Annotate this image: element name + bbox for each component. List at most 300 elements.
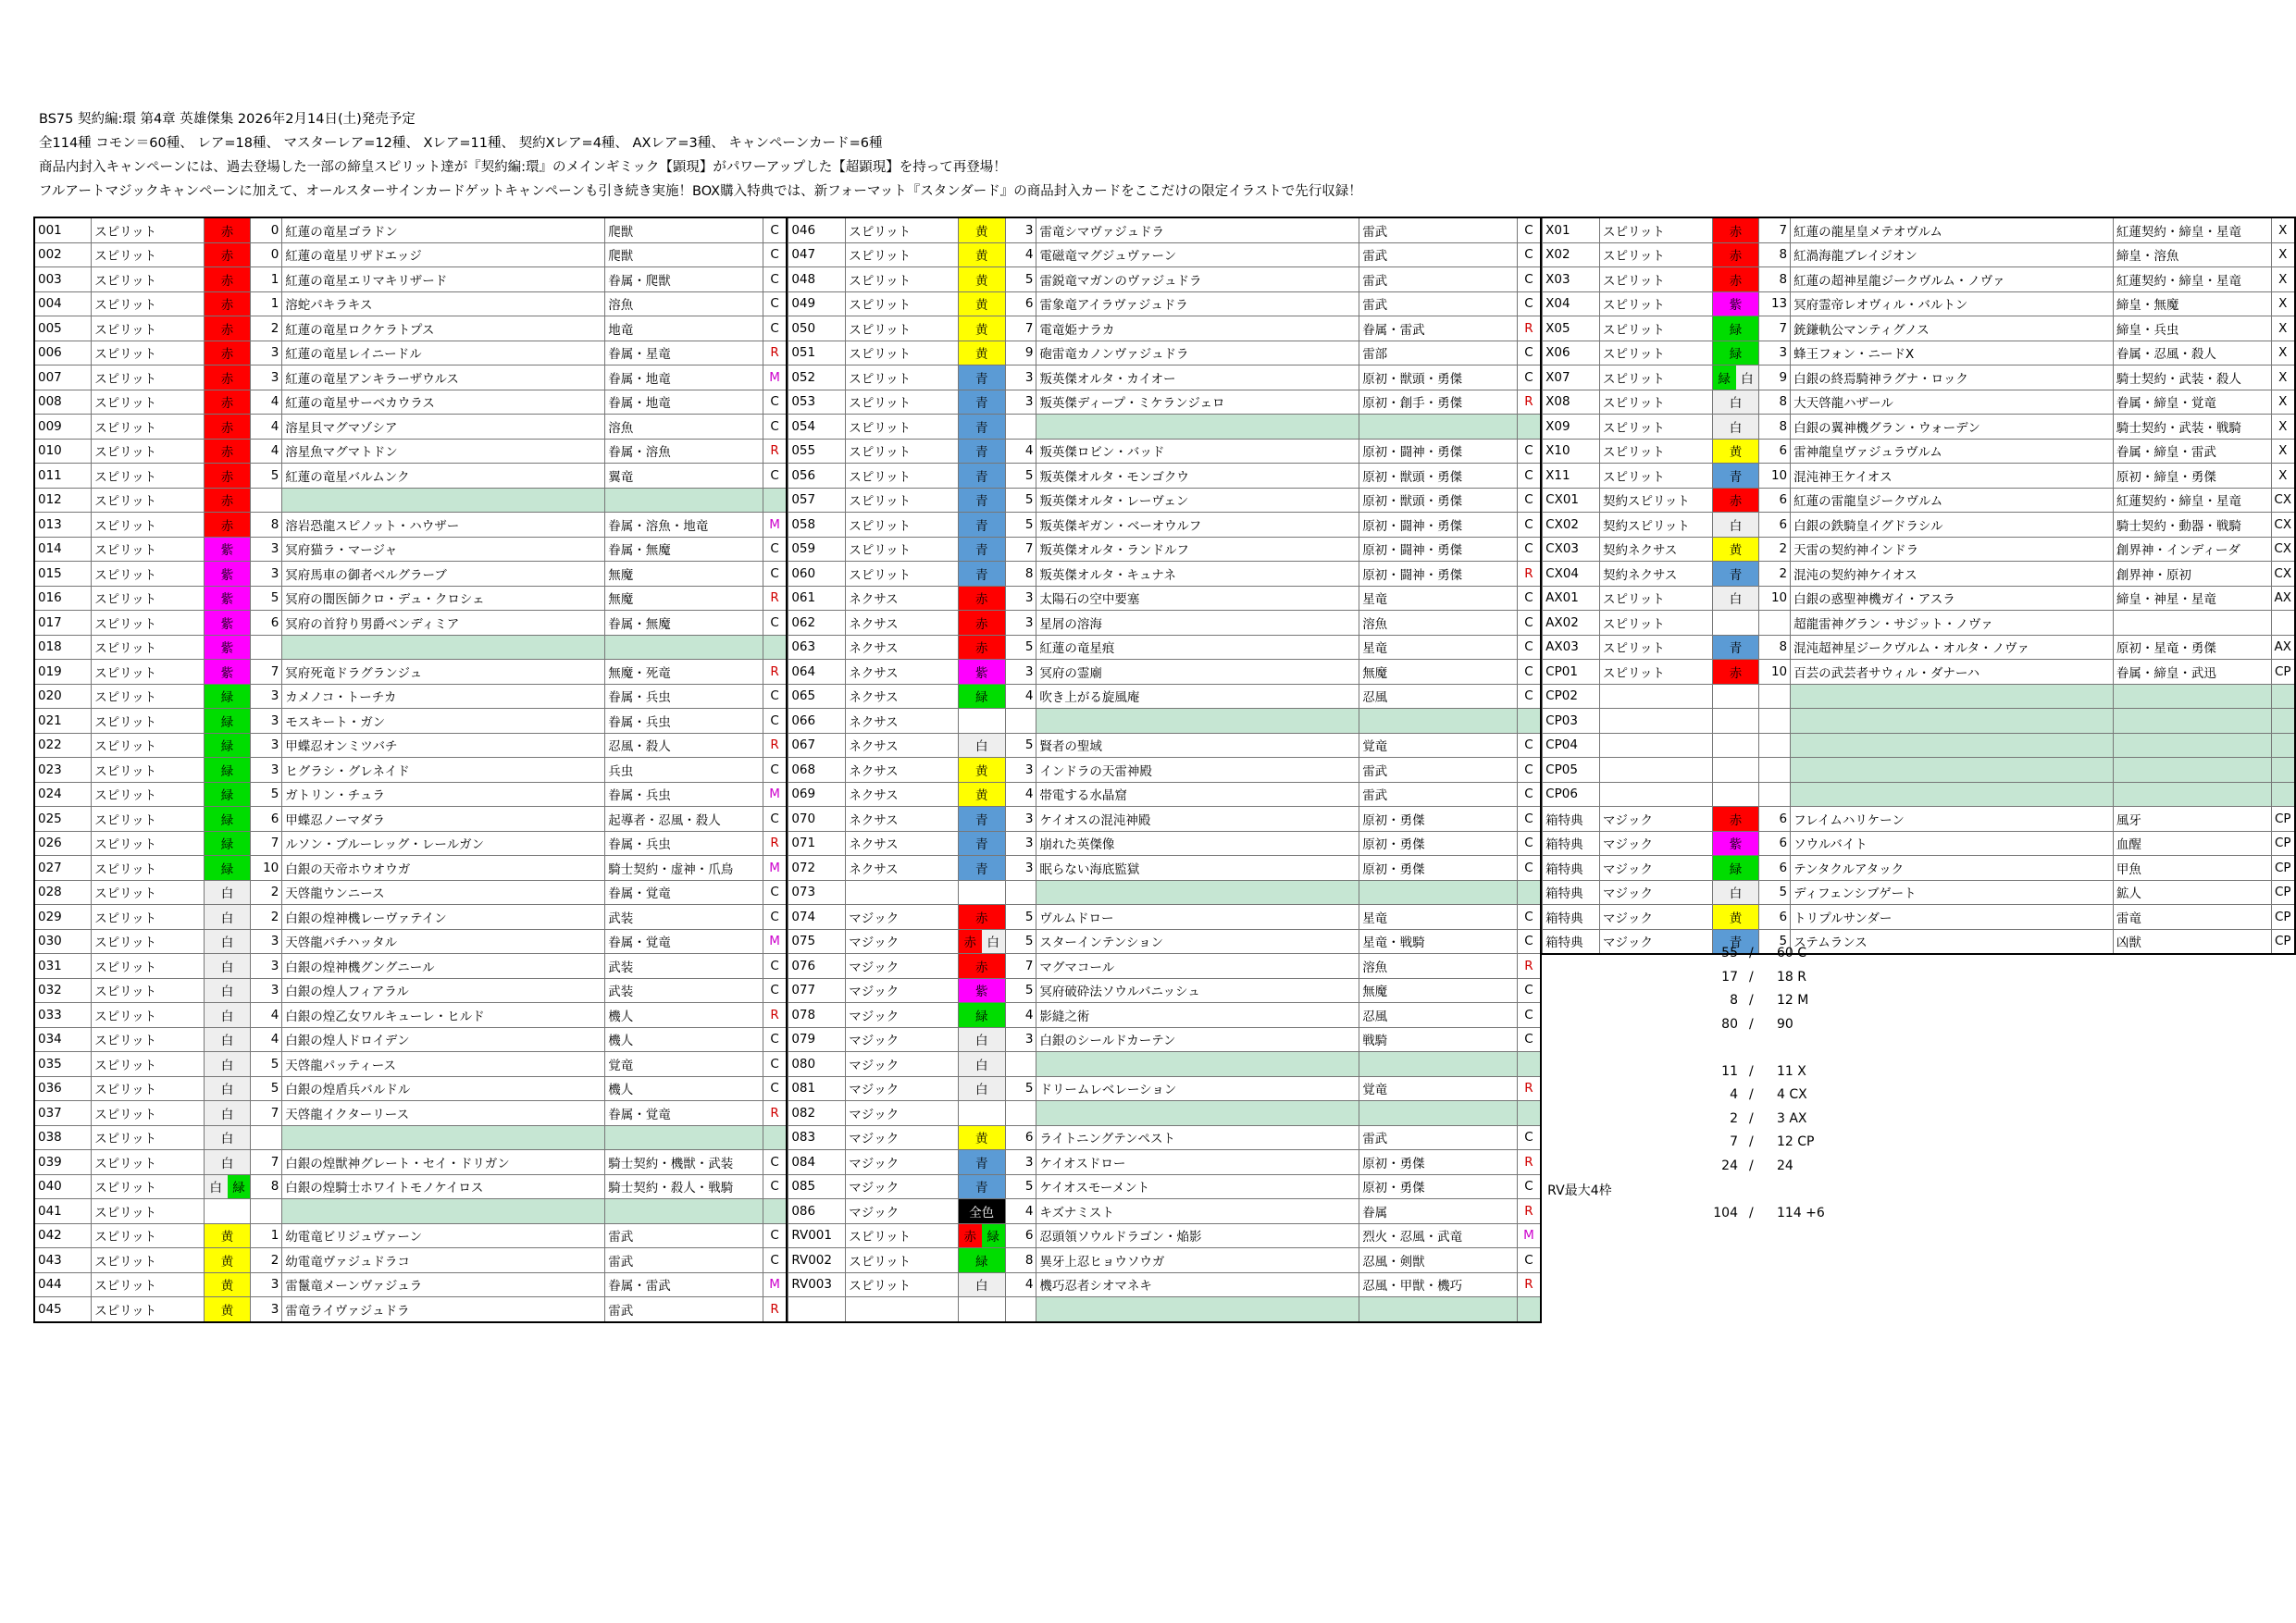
card-family: 機人	[605, 1076, 763, 1101]
card-number: 070	[788, 807, 846, 832]
card-row	[1543, 341, 2295, 365]
card-color	[1712, 365, 1759, 390]
card-number: 007	[34, 365, 92, 390]
card-row	[788, 537, 1541, 562]
card-number: 067	[788, 733, 846, 758]
card-family: 原初・闘神・勇傑	[1359, 439, 1518, 464]
card-number: 034	[34, 1027, 92, 1052]
card-family: 鉱人	[2113, 880, 2271, 905]
card-family: 眷属・無魔	[605, 611, 763, 636]
card-type: ネクサス	[846, 782, 959, 807]
card-number: AX03	[1543, 635, 1600, 660]
card-cost: 6	[1759, 439, 1791, 464]
card-rarity: C	[763, 905, 787, 930]
card-cost	[1005, 880, 1036, 905]
summary-row	[1694, 1040, 1879, 1062]
card-rarity	[2271, 709, 2295, 734]
card-number: 050	[788, 316, 846, 341]
card-type: ネクサス	[846, 611, 959, 636]
card-row	[788, 390, 1541, 415]
card-row	[788, 316, 1541, 341]
card-name: 超龍雷神グラン・サジット・ノヴァ	[1791, 611, 2114, 636]
summary-total: 24	[1777, 1158, 1793, 1173]
card-type: スピリット	[846, 513, 959, 538]
card-number: 084	[788, 1150, 846, 1175]
card-row	[788, 978, 1541, 1003]
card-row	[788, 513, 1541, 538]
card-cost: 9	[1005, 341, 1036, 365]
card-type: スピリット	[846, 439, 959, 464]
card-type: マジック	[846, 1199, 959, 1224]
card-rarity: M	[763, 513, 787, 538]
card-cost: 1	[251, 1223, 282, 1248]
card-cost: 3	[1759, 341, 1791, 365]
summary-row	[1694, 1182, 1879, 1204]
card-type: スピリット	[92, 684, 204, 709]
card-color: 白	[204, 1150, 251, 1175]
card-cost: 7	[251, 1150, 282, 1175]
card-row	[788, 586, 1541, 611]
summary-collected: 104	[1713, 1205, 1738, 1220]
card-row	[788, 929, 1541, 954]
card-row	[788, 488, 1541, 513]
card-cost: 7	[1759, 316, 1791, 341]
card-number: CX04	[1543, 562, 1600, 587]
card-family	[1359, 880, 1518, 905]
card-rarity: C	[1517, 464, 1541, 489]
card-rarity: C	[1517, 488, 1541, 513]
card-type: ネクサス	[846, 733, 959, 758]
card-color-primary: 白	[205, 1175, 228, 1199]
card-rarity	[1517, 880, 1541, 905]
card-type: スピリット	[846, 537, 959, 562]
card-cost: 5	[1759, 880, 1791, 905]
card-name: 叛英傑オルタ・カイオー	[1036, 365, 1359, 390]
card-rarity: C	[763, 390, 787, 415]
card-cost: 5	[1005, 978, 1036, 1003]
card-number: 073	[788, 880, 846, 905]
card-family: 眷属	[1359, 1199, 1518, 1224]
card-family: 忍風	[1359, 1003, 1518, 1028]
card-type: マジック	[846, 1101, 959, 1126]
card-row	[34, 684, 787, 709]
card-row	[1543, 217, 2295, 242]
card-name: ケイオスモーメント	[1036, 1174, 1359, 1199]
card-color: 青	[1712, 635, 1759, 660]
card-row	[788, 1003, 1541, 1028]
card-number: CP05	[1543, 758, 1600, 783]
card-number: X05	[1543, 316, 1600, 341]
card-row	[1543, 905, 2295, 930]
card-color: 青	[958, 390, 1005, 415]
card-name: 銃鎌軌公マンティグノス	[1791, 316, 2114, 341]
card-number: 箱特典	[1543, 856, 1600, 881]
card-family: 星竜	[1359, 905, 1518, 930]
card-name: 太陽石の空中要塞	[1036, 586, 1359, 611]
card-family	[605, 488, 763, 513]
card-cost: 3	[251, 341, 282, 365]
summary-slash: /	[1749, 1063, 1754, 1079]
card-family: 無魔	[605, 586, 763, 611]
card-cost: 4	[1005, 1199, 1036, 1224]
card-family: 騎士契約・動器・戦騎	[2113, 513, 2271, 538]
card-family: 雷武	[1359, 242, 1518, 267]
card-cost: 8	[1759, 390, 1791, 415]
card-rarity: CP	[2271, 880, 2295, 905]
card-name: 白銀の煌獣神グレート・セイ・ドリガン	[282, 1150, 605, 1175]
card-type: スピリット	[92, 807, 204, 832]
card-row	[1543, 242, 2295, 267]
summary-collected: 24	[1721, 1158, 1738, 1173]
card-color: 赤	[204, 513, 251, 538]
card-rarity	[763, 635, 787, 660]
card-color: 緑	[204, 758, 251, 783]
card-name: 白銀の天帝ホウオウガ	[282, 856, 605, 881]
card-cost: 4	[251, 415, 282, 440]
card-name: 異牙上忍ヒョウソウガ	[1036, 1248, 1359, 1273]
card-cost: 0	[251, 242, 282, 267]
card-name	[1791, 684, 2114, 709]
card-color: 白	[204, 1101, 251, 1126]
card-name: 冥府霊帝レオヴィル・バルトン	[1791, 291, 2114, 316]
card-rarity: C	[1517, 217, 1541, 242]
card-color	[1712, 611, 1759, 636]
card-family	[1359, 709, 1518, 734]
card-number: 059	[788, 537, 846, 562]
card-cost: 3	[1005, 807, 1036, 832]
card-type: スピリット	[92, 242, 204, 267]
card-cost: 4	[1005, 1003, 1036, 1028]
card-family: 紅蓮契約・締皇・星竜	[2113, 488, 2271, 513]
card-rarity	[1517, 415, 1541, 440]
card-family: 騎士契約・虚神・爪鳥	[605, 856, 763, 881]
card-name: 冥府馬車の御者ベルグラーブ	[282, 562, 605, 587]
card-color: 黄	[958, 316, 1005, 341]
card-type: マジック	[846, 1027, 959, 1052]
card-family: 騎士契約・機獣・武装	[605, 1150, 763, 1175]
card-type: 契約スピリット	[1599, 513, 1712, 538]
card-color: 紫	[204, 562, 251, 587]
card-name: 冥府の霊廟	[1036, 660, 1359, 685]
card-number: 箱特典	[1543, 929, 1600, 954]
card-family: 原初・獣頭・勇傑	[1359, 464, 1518, 489]
card-table-1	[33, 217, 788, 1323]
card-number: 021	[34, 709, 92, 734]
card-rarity: R	[763, 831, 787, 856]
card-type: スピリット	[92, 880, 204, 905]
card-family: 雷武	[1359, 758, 1518, 783]
card-color-secondary: 白	[1736, 365, 1759, 390]
card-rarity: C	[763, 954, 787, 979]
card-color-primary: 赤	[959, 1224, 982, 1248]
card-family	[1359, 1297, 1518, 1322]
card-row	[34, 242, 787, 267]
card-color: 緑	[1712, 341, 1759, 365]
card-rarity: R	[763, 586, 787, 611]
card-rarity: CP	[2271, 929, 2295, 954]
summary-collected: 80	[1721, 1016, 1738, 1032]
card-name: 星屑の溶海	[1036, 611, 1359, 636]
card-color: 白	[204, 1003, 251, 1028]
card-color: 白	[204, 978, 251, 1003]
card-family: 原初・星竜・勇傑	[2113, 635, 2271, 660]
card-color: 白	[1712, 880, 1759, 905]
card-number: 014	[34, 537, 92, 562]
card-cost: 3	[1005, 217, 1036, 242]
card-name: 白銀の煌騎士ホワイトモノケイロス	[282, 1174, 605, 1199]
card-rarity: R	[763, 1297, 787, 1322]
card-cost: 0	[251, 217, 282, 242]
card-name: 白銀の惑聖神機ガイ・アスラ	[1791, 586, 2114, 611]
card-row	[1543, 586, 2295, 611]
card-cost: 7	[251, 1101, 282, 1126]
card-family: 締皇・溶魚	[2113, 242, 2271, 267]
card-color: 赤	[958, 954, 1005, 979]
card-name: 冥府の闇医師クロ・デュ・クロシェ	[282, 586, 605, 611]
card-color: 黄	[958, 782, 1005, 807]
card-cost: 7	[1005, 537, 1036, 562]
card-rarity: R	[763, 341, 787, 365]
card-color: 黄	[958, 758, 1005, 783]
card-cost: 8	[1759, 267, 1791, 292]
card-name: インドラの天雷神殿	[1036, 758, 1359, 783]
card-row	[788, 1174, 1541, 1199]
card-row	[34, 1003, 787, 1028]
card-name: ケイオスの混沌神殿	[1036, 807, 1359, 832]
card-color: 赤	[204, 316, 251, 341]
card-name: 混沌超神星ジークヴルム・オルタ・ノヴァ	[1791, 635, 2114, 660]
card-cost: 4	[251, 439, 282, 464]
card-family: 甲魚	[2113, 856, 2271, 881]
card-row	[34, 365, 787, 390]
card-family	[1359, 1101, 1518, 1126]
card-family: 原初・勇傑	[1359, 831, 1518, 856]
header	[39, 107, 2260, 204]
card-family: 原初・闘神・勇傑	[1359, 513, 1518, 538]
card-rarity: C	[1517, 242, 1541, 267]
card-name: 溶星魚マグマトドン	[282, 439, 605, 464]
card-rarity: X	[2271, 291, 2295, 316]
card-number: 箱特典	[1543, 831, 1600, 856]
card-type: スピリット	[92, 611, 204, 636]
card-cost: 3	[1005, 390, 1036, 415]
card-family: 武装	[605, 905, 763, 930]
card-type: スピリット	[846, 562, 959, 587]
card-number: 004	[34, 291, 92, 316]
card-row	[788, 709, 1541, 734]
card-row	[788, 611, 1541, 636]
card-name: ドリームレベレーション	[1036, 1076, 1359, 1101]
card-family: 無魔・死竜	[605, 660, 763, 685]
card-rarity: C	[1517, 905, 1541, 930]
card-row	[788, 341, 1541, 365]
card-row	[1543, 464, 2295, 489]
card-type: スピリット	[92, 782, 204, 807]
card-cost	[251, 635, 282, 660]
card-name: 溶星貝マグマゾシア	[282, 415, 605, 440]
card-type: マジック	[846, 929, 959, 954]
card-family: 溶魚	[1359, 611, 1518, 636]
card-color: 赤	[204, 242, 251, 267]
card-name: 紅蓮の竜星エリマキリザード	[282, 267, 605, 292]
card-family: 原初・獣頭・勇傑	[1359, 488, 1518, 513]
card-name: 紅渦海龍ブレイジオン	[1791, 242, 2114, 267]
card-color: 黄	[204, 1248, 251, 1273]
card-cost: 3	[251, 733, 282, 758]
card-row	[1543, 611, 2295, 636]
card-type: スピリット	[92, 365, 204, 390]
summary-slash: /	[1749, 1134, 1754, 1149]
card-rarity: C	[763, 709, 787, 734]
card-family: 原初・創手・勇傑	[1359, 390, 1518, 415]
card-family: 無魔	[1359, 978, 1518, 1003]
card-name: 叛英傑オルタ・キュナネ	[1036, 562, 1359, 587]
card-type: ネクサス	[846, 758, 959, 783]
card-row	[34, 316, 787, 341]
card-type: スピリット	[92, 1150, 204, 1175]
card-row	[788, 1076, 1541, 1101]
card-name: モスキート・ガン	[282, 709, 605, 734]
card-family: 原初・締皇・勇傑	[2113, 464, 2271, 489]
card-name: 紅蓮の竜星痕	[1036, 635, 1359, 660]
card-type: スピリット	[92, 1076, 204, 1101]
card-family: 紅蓮契約・締皇・星竜	[2113, 217, 2271, 242]
card-cost: 3	[1005, 831, 1036, 856]
card-name: 白銀の煌神機グングニール	[282, 954, 605, 979]
card-row	[1543, 365, 2295, 390]
card-cost: 6	[1759, 488, 1791, 513]
card-type: スピリット	[846, 1272, 959, 1297]
card-number: 079	[788, 1027, 846, 1052]
card-rarity	[2271, 611, 2295, 636]
rv-note: RV最大4枠	[1547, 1183, 1612, 1198]
card-type: スピリット	[1599, 611, 1712, 636]
card-number: 083	[788, 1125, 846, 1150]
card-number: 051	[788, 341, 846, 365]
card-color: 赤	[958, 905, 1005, 930]
card-color: 黄	[1712, 439, 1759, 464]
card-row	[34, 856, 787, 881]
card-number: 053	[788, 390, 846, 415]
card-number: 010	[34, 439, 92, 464]
card-row	[34, 758, 787, 783]
card-row	[1543, 415, 2295, 440]
card-row	[34, 586, 787, 611]
summary-collected: 55	[1721, 946, 1738, 960]
card-type: マジック	[1599, 807, 1712, 832]
card-cost	[1005, 1052, 1036, 1077]
card-color: 緑	[958, 684, 1005, 709]
card-rarity: AX	[2271, 586, 2295, 611]
card-color: 赤	[958, 611, 1005, 636]
card-type: スピリット	[92, 1003, 204, 1028]
card-type: ネクサス	[846, 831, 959, 856]
card-name: 叛英傑ディープ・ミケランジェロ	[1036, 390, 1359, 415]
card-type: スピリット	[1599, 316, 1712, 341]
card-number: AX01	[1543, 586, 1600, 611]
card-row	[1543, 291, 2295, 316]
card-number: 074	[788, 905, 846, 930]
summary-total: 90	[1777, 1016, 1793, 1032]
card-row	[1543, 513, 2295, 538]
card-row	[788, 1223, 1541, 1248]
card-type	[1599, 733, 1712, 758]
card-row	[788, 684, 1541, 709]
card-name: 帯電する水晶窟	[1036, 782, 1359, 807]
card-rarity: C	[763, 415, 787, 440]
card-cost: 1	[251, 291, 282, 316]
card-cost: 5	[1005, 1076, 1036, 1101]
card-type: スピリット	[92, 537, 204, 562]
card-name: 天啓龍パチハッタル	[282, 929, 605, 954]
card-color: 白	[958, 1027, 1005, 1052]
card-name: マグマコール	[1036, 954, 1359, 979]
card-name: キズナミスト	[1036, 1199, 1359, 1224]
card-cost: 5	[1005, 733, 1036, 758]
card-rarity: C	[763, 611, 787, 636]
card-name: 雷神龍皇ヴァジュラヴルム	[1791, 439, 2114, 464]
card-number: 024	[34, 782, 92, 807]
card-family: 原初・闘神・勇傑	[1359, 562, 1518, 587]
card-type: マジック	[1599, 856, 1712, 881]
card-type: マジック	[846, 1076, 959, 1101]
card-number: 箱特典	[1543, 880, 1600, 905]
card-color	[1712, 758, 1759, 783]
card-name: 雷鋭竜マガンのヴァジュドラ	[1036, 267, 1359, 292]
card-color: 白	[958, 1076, 1005, 1101]
card-rarity	[1517, 1297, 1541, 1322]
card-type: ネクサス	[846, 635, 959, 660]
card-row	[788, 1027, 1541, 1052]
card-family: 無魔	[1359, 660, 1518, 685]
card-row	[1543, 439, 2295, 464]
card-color: 青	[958, 1174, 1005, 1199]
card-rarity: M	[1517, 1223, 1541, 1248]
card-cost	[1005, 709, 1036, 734]
summary-row	[1694, 1087, 1879, 1109]
card-number: X09	[1543, 415, 1600, 440]
card-color	[1712, 782, 1759, 807]
card-number: 063	[788, 635, 846, 660]
card-number: 048	[788, 267, 846, 292]
card-cost: 3	[251, 954, 282, 979]
card-family: 忍風・殺人	[605, 733, 763, 758]
card-cost: 6	[251, 611, 282, 636]
card-name: 冥府破砕法ソウルバニッシュ	[1036, 978, 1359, 1003]
card-row	[34, 1101, 787, 1126]
card-color: 白	[204, 905, 251, 930]
card-name: ケイオスドロー	[1036, 1150, 1359, 1175]
card-rarity: AX	[2271, 635, 2295, 660]
card-row	[34, 1150, 787, 1175]
card-name: 白銀の煌神機レーヴァテイン	[282, 905, 605, 930]
card-type: スピリット	[92, 1101, 204, 1126]
card-cost: 2	[1759, 537, 1791, 562]
card-type: ネクサス	[846, 856, 959, 881]
card-family: 眷属・兵虫	[605, 831, 763, 856]
card-family: 眷属・溶魚・地竜	[605, 513, 763, 538]
card-family: 戦騎	[1359, 1027, 1518, 1052]
card-cost: 7	[1759, 217, 1791, 242]
card-name: ディフェンシブゲート	[1791, 880, 2114, 905]
card-rarity: CP	[2271, 831, 2295, 856]
card-row	[1543, 733, 2295, 758]
card-cost: 8	[1005, 1248, 1036, 1273]
card-row	[1543, 635, 2295, 660]
card-rarity: C	[1517, 733, 1541, 758]
card-row	[34, 439, 787, 464]
card-color: 赤	[204, 390, 251, 415]
